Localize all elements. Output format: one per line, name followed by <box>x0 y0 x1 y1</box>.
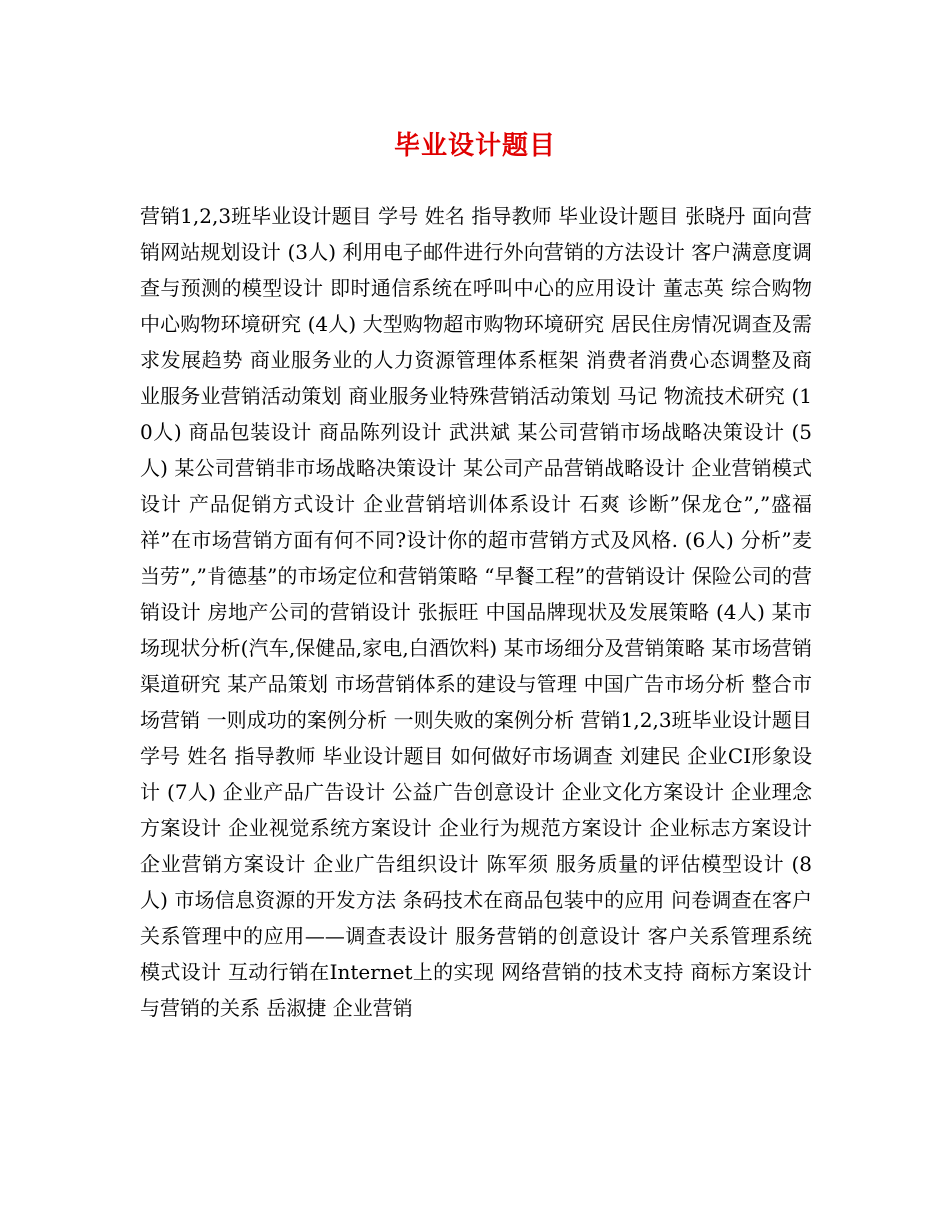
document-title: 毕业设计题目 <box>393 131 556 161</box>
document-body-paragraph: 营销1,2,3班毕业设计题目 学号 姓名 指导教师 毕业设计题目 张晓丹 面向营销网站规划设计 (3人) 利用电子邮件进行外向营销的方法设计 客户满意度调查与预测的模型设计 即时通信系统在呼叫中心的应用设计 董志英 综合购物中心购物环境研究 (4人) 大型购物超市购物环境研究 居民住房情况调查及需求发展趋势 商业服务业的人力资源管理体系框架 消费者消费心态调整及商业服务业营销活动策划 商业服务业特殊营销活动策划 马记 物流技术研究 (10人) 商品包装设计 商品陈列设计 武洪斌 某公司营销市场战略决策设计 (5人) 某公司营销非市场战略决策设计 某公司产品营销战略设计 企业营销模式设计 产品促销方式设计 企业营销培训体系设计 石爽 诊断”保龙仓”,”盛福祥”在市场营销方面有何不同?设计你的超市营销方式及风格. (6人) 分析”麦当劳”,”肯德基”的市场定位和营销策略 “早餐工程”的营销设计 保险公司的营销设计 房地产公司的营销设计 张振旺 中国品牌现状及发展策略 (4人) 某市场现状分析(汽车,保健品,家电,白酒饮料) 某市场细分及营销策略 某市场营销渠道研究 某产品策划 市场营销体系的建设与管理 中国广告市场分析 整合市场营销 一则成功的案例分析 一则失败的案例分析 营销1,2,3班毕业设计题目 学号 姓名 指导教师 毕业设计题目 如何做好市场调查 刘建民 企业CI形象设计 (7人) 企业产品广告设计 公益广告创意设计 企业文化方案设计 企业理念方案设计 企业视觉系统方案设计 企业行为规范方案设计 企业标志方案设计 企业营销方案设计 企业广告组织设计 陈军须 服务质量的评估模型设计 (8人) 市场信息资源的开发方法 条码技术在商品包装中的应用 问卷调查在客户关系管理中的应用——调查表设计 服务营销的创意设计 客户关系管理系统模式设计 互动行销在Internet上的实现 网络营销的技术支持 商标方案设计与营销的关系 岳淑捷 企业营销 <box>140 204 812 1020</box>
